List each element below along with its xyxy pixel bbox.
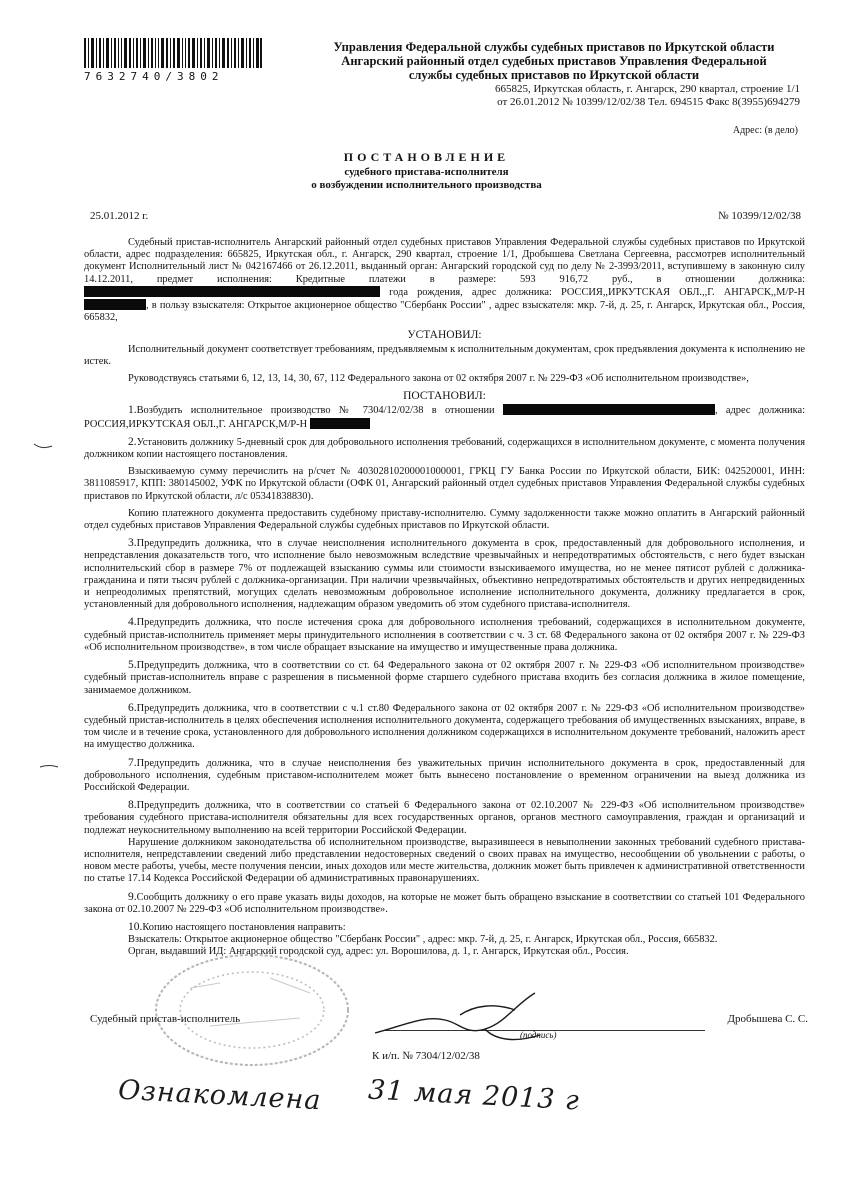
clause-number: 5. <box>128 659 137 672</box>
clause-number: 2. <box>128 435 137 448</box>
payment-copy-note: Копию платежного документа предоставить судебному приставу-исполнителю. Сумму задолженности также можно оплатить в Ангарский районный отдел судебных приставов Управления Федеральной службы судебных приставов по Иркутской области. <box>84 507 805 532</box>
clause-number: 3. <box>128 537 137 550</box>
redacted-debtor-address <box>310 418 370 429</box>
addressee: Адрес: (в дело) <box>732 125 798 136</box>
org-line: Ангарский районный отдел судебных приставов Управления Федеральной <box>341 54 767 68</box>
margin-mark <box>38 762 60 772</box>
signatory-name: Дробышева С. С. <box>727 1013 808 1025</box>
clause-text: Сообщить должнику о его праве указать виды доходов, на которые не может быть обращено взыскание в соответствии со статьей 101 Федерального закона от 02.10.2007 № 229-ФЗ «Об исполнительном производстве». <box>84 891 805 915</box>
clause-4 <box>84 616 805 654</box>
address-line: от 26.01.2012 № 10399/12/02/38 Тел. 694515 Факс 8(3955)694279 <box>497 96 800 108</box>
clause-text: Предупредить должника, что в соответствии со ст. 64 Федерального закона от 02 октября 2007 г. № 229-ФЗ «Об исполнительном производстве» судебный пристав-исполнитель вправе с разрешения в письменной форме старшего судебного пристава входить без согласия должника в жилое помещение, занимаемое должником. <box>84 660 805 696</box>
intro-text: Судебный пристав-исполнитель Ангарский районный отдел судебных приставов Управления Федеральной службы судебных приставов по Иркутской области, адрес подразделения: 665825, Иркутская обл., г. Ангарск, 290 квартал, строение 1/1, Дробышева Светлана Сергеевна, рассмотрев исполнительный документ Исполнительный лист № 042167466 от 26.12.2011, выданный орган: Ангарский городской суд по делу № 2-3993/2011, вступившему в законную силу 14.12.2011, предмет исполнения: Кредитные платежи в размере: 593 916,72 руб., в отношении должника: <box>84 237 805 285</box>
clause-5 <box>84 659 805 697</box>
clause-number: 7. <box>128 756 137 769</box>
document-body <box>84 237 805 959</box>
handwritten-signature <box>365 985 575 1045</box>
recipient-issuing-body: Орган, выдавший ИД: Ангарский городской суд, адрес: ул. Ворошилова, д. 1, г. Ангарск, Иркутская обл., Россия. <box>128 946 629 958</box>
intro-text: года рождения, адрес должника: РОССИЯ,,ИРКУТСКАЯ ОБЛ.,,Г. АНГАРСК,,М/Р-Н <box>389 286 805 298</box>
barcode <box>84 38 262 68</box>
clause-text: Предупредить должника, что в случае неисполнения исполнительного документа в срок, предоставленный для добровольного исполнения, и непредставления доказательств того, что исполнение было невозможным вследствие чрезвычайных и непредотвратимых обстоятельств, с него будет взыскан исполнительский сбор в размере 7% от подлежащей взысканию суммы или стоимости взыскиваемого имущества, но не менее пятисот рублей с должника-гражданина и пяти тысяч рублей с должника-организации. При наличии чрезвычайных, объективно непредотвратимых обстоятельств и других непредвиденных и непреодолимых препятствий, могущих сделать невозможным добровольное исполнение исполнительного документа, должнику предлагается в срок, установленный для добровольного исполнения, надлежащим образом уведомить об этом судебного пристава-исполнителя. <box>84 538 805 611</box>
clause-text: , адрес должника: РОССИЯ,ИРКУТСКАЯ ОБЛ.,Г. АНГАРСК,М/Р-Н <box>84 405 805 430</box>
clause-number: 9. <box>128 890 137 903</box>
document-title: ПОСТАНОВЛЕНИЕ <box>343 150 510 164</box>
clause-number: 10. <box>128 920 143 933</box>
redacted-debtor-name <box>84 286 380 297</box>
payment-details: Взыскиваемую сумму перечислить на р/счет № 40302810200001000001, ГРКЦ ГУ Банка России по Иркутской области, БИК: 042520001, ИНН: 3811085917, КПП: 380145002, УФК по Иркутской области (ОФК 01, Ангарский районный отдел судебных приставов Управления Федеральной службы судебных приставов по Иркутской области, л/с 05341838830). <box>84 466 805 502</box>
clause-8-liability: Нарушение должником законодательства об исполнительном производстве, выразившееся в невыполнении законных требований судебного пристава-исполнителя, непредставлении сведений либо представлении недостоверных сведений о своих правах на имущество, несообщении об увольнении с работы, о новом месте работы, учебы, месте получения пенсии, иных доходов или месте жительства, должник может быть привлечен к административной ответственности по статье 17.14 Кодекса Российской Федерации об административных правонарушениях. <box>84 836 805 885</box>
document-subtitle: о возбуждении исполнительного производства <box>311 179 542 191</box>
established-heading: УСТАНОВИЛ: <box>407 329 482 342</box>
issuing-organization <box>300 40 808 82</box>
resolved-heading: ПОСТАНОВИЛ: <box>403 390 486 403</box>
clause-6 <box>84 702 805 752</box>
established-paragraph: Исполнительный документ соответствует требованиям, предъявляемым к исполнительным документам, срок предъявления документа к исполнению не истек. <box>84 343 805 367</box>
clause-number: 1. <box>128 404 137 417</box>
intro-paragraph <box>84 237 805 324</box>
clause-text: Предупредить должника, что в случае неисполнения без уважительных причин исполнительного документа в срок, предоставленный для добровольного исполнения, судебным приставом-исполнителем может быть вынесено постановление о временном ограничении на выезд должника из Российской Федерации. <box>84 757 805 793</box>
signature-caption: (подпись) <box>520 1030 557 1040</box>
redacted-debtor-address <box>84 299 146 310</box>
clause-1 <box>84 404 805 430</box>
official-stamp <box>150 948 355 1068</box>
address-line: 665825, Иркутская область, г. Ангарск, 290 квартал, строение 1/1 <box>494 83 800 95</box>
intro-text: , в пользу взыскателя: Открытое акционерное общество "Сбербанк России" , адрес взыскателя: мкр. 7-й, д. 25, г. Ангарск, Иркутская обл., Россия, 665832, <box>84 300 805 324</box>
signatory-title: Судебный пристав-исполнитель <box>90 1013 241 1025</box>
clause-number: 8. <box>128 799 137 812</box>
organization-address <box>360 83 800 109</box>
document-date: 25.01.2012 г. <box>90 210 149 222</box>
document-subtitle: судебного пристава-исполнителя <box>344 166 509 178</box>
clause-text: Копию настоящего постановления направить: <box>142 921 346 933</box>
org-line: Управления Федеральной службы судебных приставов по Иркутской области <box>333 40 775 54</box>
clause-text: Предупредить должника, что в соответствии со статьей 6 Федерального закона от 02.10.2007 № 229-ФЗ «Об исполнительном производстве» требования судебного пристава-исполнителя обязательны для всех государственных органов, органов местного самоуправления, граждан и организаций и подлежат неукоснительному выполнению на всей территории Российской Федерации. <box>84 800 805 836</box>
clause-number: 4. <box>128 616 137 629</box>
clause-8 <box>84 799 805 837</box>
handwritten-acknowledged: Ознакомлена <box>117 1074 323 1117</box>
clause-2 <box>84 436 805 461</box>
clause-text: Возбудить исполнительное производство № 7304/12/02/38 в отношении <box>136 405 495 417</box>
case-number: К и/п. № 7304/12/02/38 <box>372 1050 480 1062</box>
clause-9 <box>84 891 805 916</box>
clause-text: Предупредить должника, что после истечения срока для добровольного исполнения требований, содержащихся в исполнительном документе, судебный пристав-исполнитель применяет меры принудительного исполнения в соответствии с ч. 3 ст. 68 Федерального закона от 02 октября 2007 г. № 229-ФЗ «Об исполнительном производстве», в том числе обращает взыскание на имущество и имущественные права должника. <box>84 617 805 653</box>
clause-number: 6. <box>128 701 137 714</box>
redacted-debtor-name <box>503 404 715 415</box>
clause-text: Предупредить должника, что в соответствии с ч.1 ст.80 Федерального закона от 02 октября 2007 г. № 229-ФЗ «Об исполнительном производстве» судебный пристав-исполнитель в целях обеспечения исполнения исполнительного документа, содержащего требования об имущественных взысканиях, вправе, в том числе и в течение срока, установленного для добровольного исполнения должником содержащихся в исполнительном документе требований, наложить арест на имущество должника. <box>84 702 805 751</box>
handwritten-date: 31 мая 2013 г <box>367 1074 581 1117</box>
document-number: № 10399/12/02/38 <box>718 210 801 222</box>
clause-text: Установить должнику 5-дневный срок для добровольного исполнения требований, содержащихся в исполнительном документе, с момента получения должником копии настоящего постановления. <box>84 436 805 461</box>
recipient-claimant: Взыскатель: Открытое акционерное общество "Сбербанк России" , адрес: мкр. 7-й, д. 25, г. Ангарск, Иркутская обл., Россия, 665832. <box>128 934 718 946</box>
barcode-number: 7632740/3802 <box>84 70 224 83</box>
org-line: службы судебных приставов по Иркутской области <box>408 68 700 82</box>
clause-3 <box>84 537 805 611</box>
guided-paragraph: Руководствуясь статьями 6, 12, 13, 14, 30, 67, 112 Федерального закона от 02 октября 2007 г. № 229-ФЗ «Об исполнительном производстве», <box>128 373 749 385</box>
margin-mark <box>32 440 54 452</box>
clause-7 <box>84 757 805 795</box>
clause-10 <box>84 921 805 934</box>
